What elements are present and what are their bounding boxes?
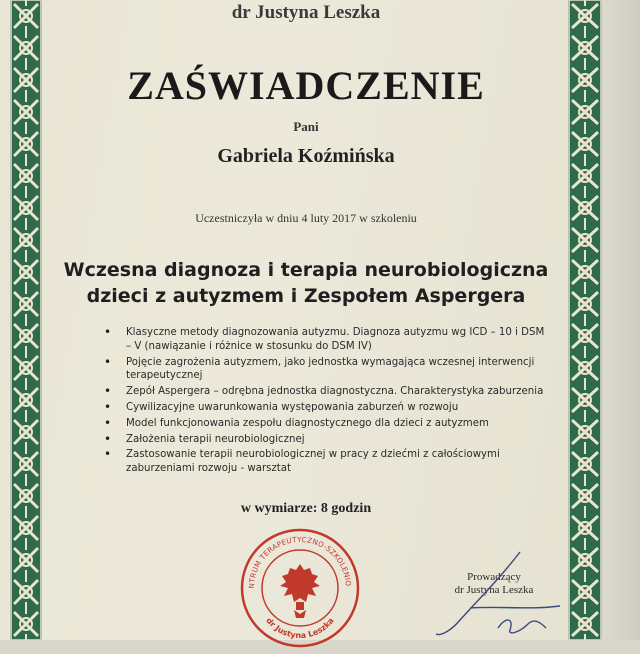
- recipient-name: Gabriela Koźmińska: [217, 145, 395, 167]
- celtic-border-right: [568, 0, 602, 640]
- course-duration: w wymiarze: 8 godzin: [240, 501, 372, 516]
- certificate-body: [50, 0, 562, 640]
- issuer-name-header: dr Justyna Leszka: [231, 2, 381, 23]
- signer-name: dr Justyna Leszka: [454, 584, 534, 596]
- certificate-title: ZAŚWIADCZENIE: [127, 63, 485, 108]
- handwritten-signature: [410, 548, 570, 640]
- course-title-line1: Wczesna diagnoza i terapia neurobiologiczna: [63, 259, 549, 281]
- topic-item: • Założenia terapii neurobiologicznej: [126, 433, 546, 447]
- signer-role: Prowadzący: [467, 571, 521, 583]
- topic-item: • Zastosowanie terapii neurobiologicznej w pracy z dziećmi z całościowymi zaburzeniami rozwoju - warsztat: [126, 448, 546, 476]
- celtic-border-left: [10, 0, 42, 640]
- attendance-statement: Uczestniczyła w dniu 4 luty 2017 w szkoleniu: [195, 211, 417, 225]
- topic-item: • Cywilizacyjne uwarunkowania występowania zaburzeń w rozwoju: [126, 401, 546, 415]
- topics-list: [126, 326, 546, 478]
- topic-item: • Klasyczne metody diagnozowania autyzmu. Diagnoza autyzmu wg ICD – 10 i DSM – V (nawiązanie i różnice w stosunku do DSM IV): [126, 326, 546, 354]
- official-stamp: [238, 526, 362, 650]
- page-edge: [602, 0, 640, 640]
- course-title-line2: dzieci z autyzmem i Zespołem Aspergera: [86, 285, 526, 307]
- salutation: Pani: [293, 119, 319, 134]
- eagle-emblem-icon: [280, 564, 320, 618]
- stamp-text-bottom: dr Justyna Leszka: [264, 616, 336, 641]
- topic-item: • Pojęcie zagrożenia autyzmem, jako jednostka wymagająca wczesnej interwencji terapeutycznej: [126, 356, 546, 384]
- course-title: [50, 257, 562, 309]
- topic-item: • Model funkcjonowania zespołu diagnostycznego dla dzieci z autyzmem: [126, 417, 546, 431]
- stamp-text-top: NTRUM TERAPEUTYCZNO-SZKOLENIO: [246, 534, 354, 589]
- topic-item: • Zepół Aspergera – odrębna jednostka diagnostyczna. Charakterystyka zaburzenia: [126, 385, 546, 399]
- svg-text:dr Justyna Leszka: [264, 616, 336, 640]
